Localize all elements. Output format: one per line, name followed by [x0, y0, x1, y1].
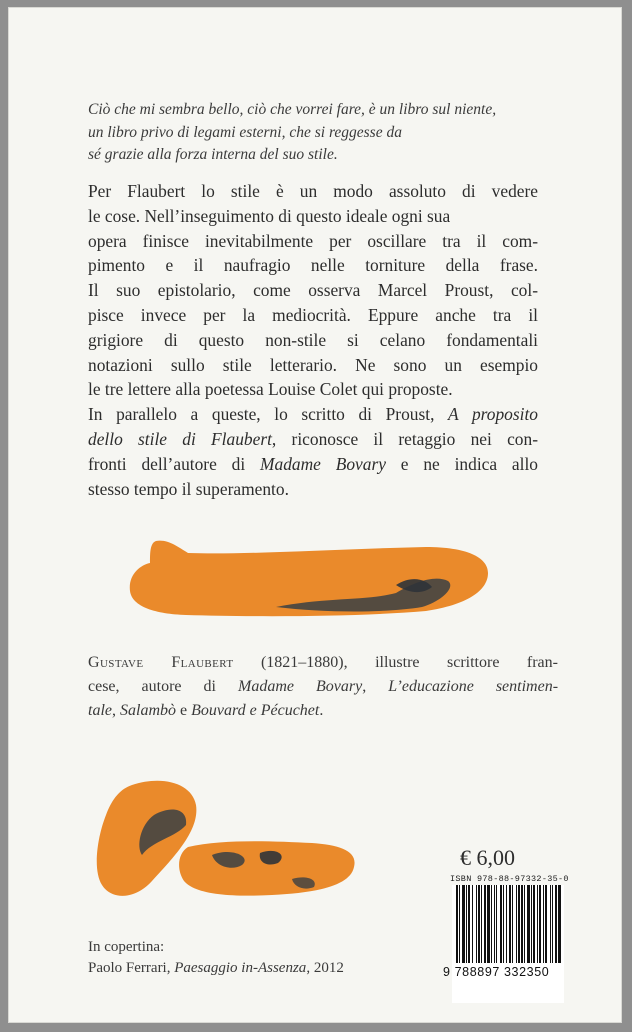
orange-brushstroke-top — [126, 535, 498, 621]
orange-brushstroke-bottom — [92, 775, 378, 905]
epigraph-line: sé grazie alla forza interna del suo stile. — [88, 146, 338, 163]
barcode-bar — [516, 885, 517, 963]
barcode-bar — [543, 885, 544, 963]
barcode-bar — [462, 885, 465, 963]
description-line: opera finisce inevitabilmente per oscillare tra il com- — [88, 230, 538, 251]
barcode-bar — [521, 885, 523, 963]
barcode-bar — [552, 885, 553, 963]
artwork-title: Paesaggio in-Assenza — [174, 960, 307, 976]
description-line: grigiore di questo non-stile si celano fondamentali — [88, 329, 538, 350]
novel-title: Madame Bovary — [260, 453, 386, 474]
caption-line: In copertina: — [88, 939, 165, 955]
barcode-bar — [484, 885, 486, 963]
caption-line: Paolo Ferrari, Paesaggio in-Assenza, 2012 — [88, 960, 344, 976]
cover-caption — [88, 937, 408, 979]
barcode-bar — [527, 885, 530, 963]
barcode-bar — [476, 885, 477, 963]
barcode-bar — [503, 885, 504, 963]
barcode-bar — [491, 885, 492, 963]
bio-line: tale, Salambò e Bouvard e Pécuchet. — [88, 702, 324, 719]
description-line: dello stile di Flaubert, riconosce il retaggio nei con- — [88, 428, 538, 449]
essay-title: A proposito — [448, 404, 538, 425]
description-line: In parallelo a queste, lo scritto di Proust, A proposito — [88, 404, 538, 425]
barcode-bar — [494, 885, 495, 963]
isbn-label: ISBN 978-88-97332-35-0 — [450, 874, 569, 884]
barcode-bar — [512, 885, 513, 963]
book-description — [88, 179, 538, 501]
barcode-bar — [509, 885, 511, 963]
barcode-bar — [531, 885, 532, 963]
bio-line: Gustave Flaubert (1821–1880), illustre scrittore fran- — [88, 654, 558, 671]
barcode-bar — [496, 885, 497, 963]
barcode-bar — [459, 885, 460, 963]
barcode-bar — [524, 885, 525, 963]
description-line: Il suo epistolario, come osserva Marcel Proust, col- — [88, 280, 538, 301]
epigraph-quote — [88, 99, 558, 167]
barcode-bar — [550, 885, 551, 963]
barcode-bar — [500, 885, 502, 963]
description-line: le tre lettere alla poetessa Louise Colet qui proposte. — [88, 379, 453, 400]
barcode — [452, 885, 564, 1003]
barcode-bars — [452, 885, 564, 963]
description-line: pimento e il naufragio nelle torniture della frase. — [88, 255, 538, 276]
barcode-bar — [555, 885, 557, 963]
book-back-cover — [8, 7, 622, 1023]
barcode-bar — [537, 885, 538, 963]
barcode-bar — [472, 885, 473, 963]
essay-title: dello stile di Flaubert — [88, 428, 272, 449]
barcode-bar — [481, 885, 482, 963]
barcode-bar — [545, 885, 547, 963]
ean-number: 9 788897 332350 — [443, 965, 550, 979]
barcode-bar — [506, 885, 507, 963]
barcode-bar — [533, 885, 535, 963]
epigraph-line: Ciò che mi sembra bello, ciò che vorrei fare, è un libro sul niente, — [88, 101, 497, 118]
bio-line: cese, autore di Madame Bovary, L’educazione sentimen- — [88, 678, 559, 695]
author-name: Gustave Flaubert — [88, 654, 234, 671]
barcode-bar — [518, 885, 520, 963]
author-bio — [88, 651, 558, 723]
description-line: le cose. Nell’inseguimento di questo ideale ogni sua — [88, 205, 451, 226]
description-line: stesso tempo il superamento. — [88, 478, 289, 499]
barcode-bar — [478, 885, 480, 963]
price-label: € 6,00 — [460, 845, 515, 870]
description-line: Per Flaubert lo stile è un modo assoluto di vedere — [88, 181, 538, 201]
barcode-bar — [487, 885, 490, 963]
description-line: pisce invece per la mediocrità. Eppure anche tra il — [88, 304, 538, 325]
description-line: fronti dell’autore di Madame Bovary e ne indica allo — [88, 453, 539, 474]
description-line: notazioni sullo stile letterario. Ne sono un esempio — [88, 354, 538, 375]
barcode-bar — [466, 885, 467, 963]
epigraph-line: un libro privo di legami esterni, che si reggesse da — [88, 123, 402, 141]
barcode-bar — [539, 885, 541, 963]
barcode-bar — [468, 885, 470, 963]
barcode-bar — [558, 885, 561, 963]
barcode-bar — [456, 885, 458, 963]
